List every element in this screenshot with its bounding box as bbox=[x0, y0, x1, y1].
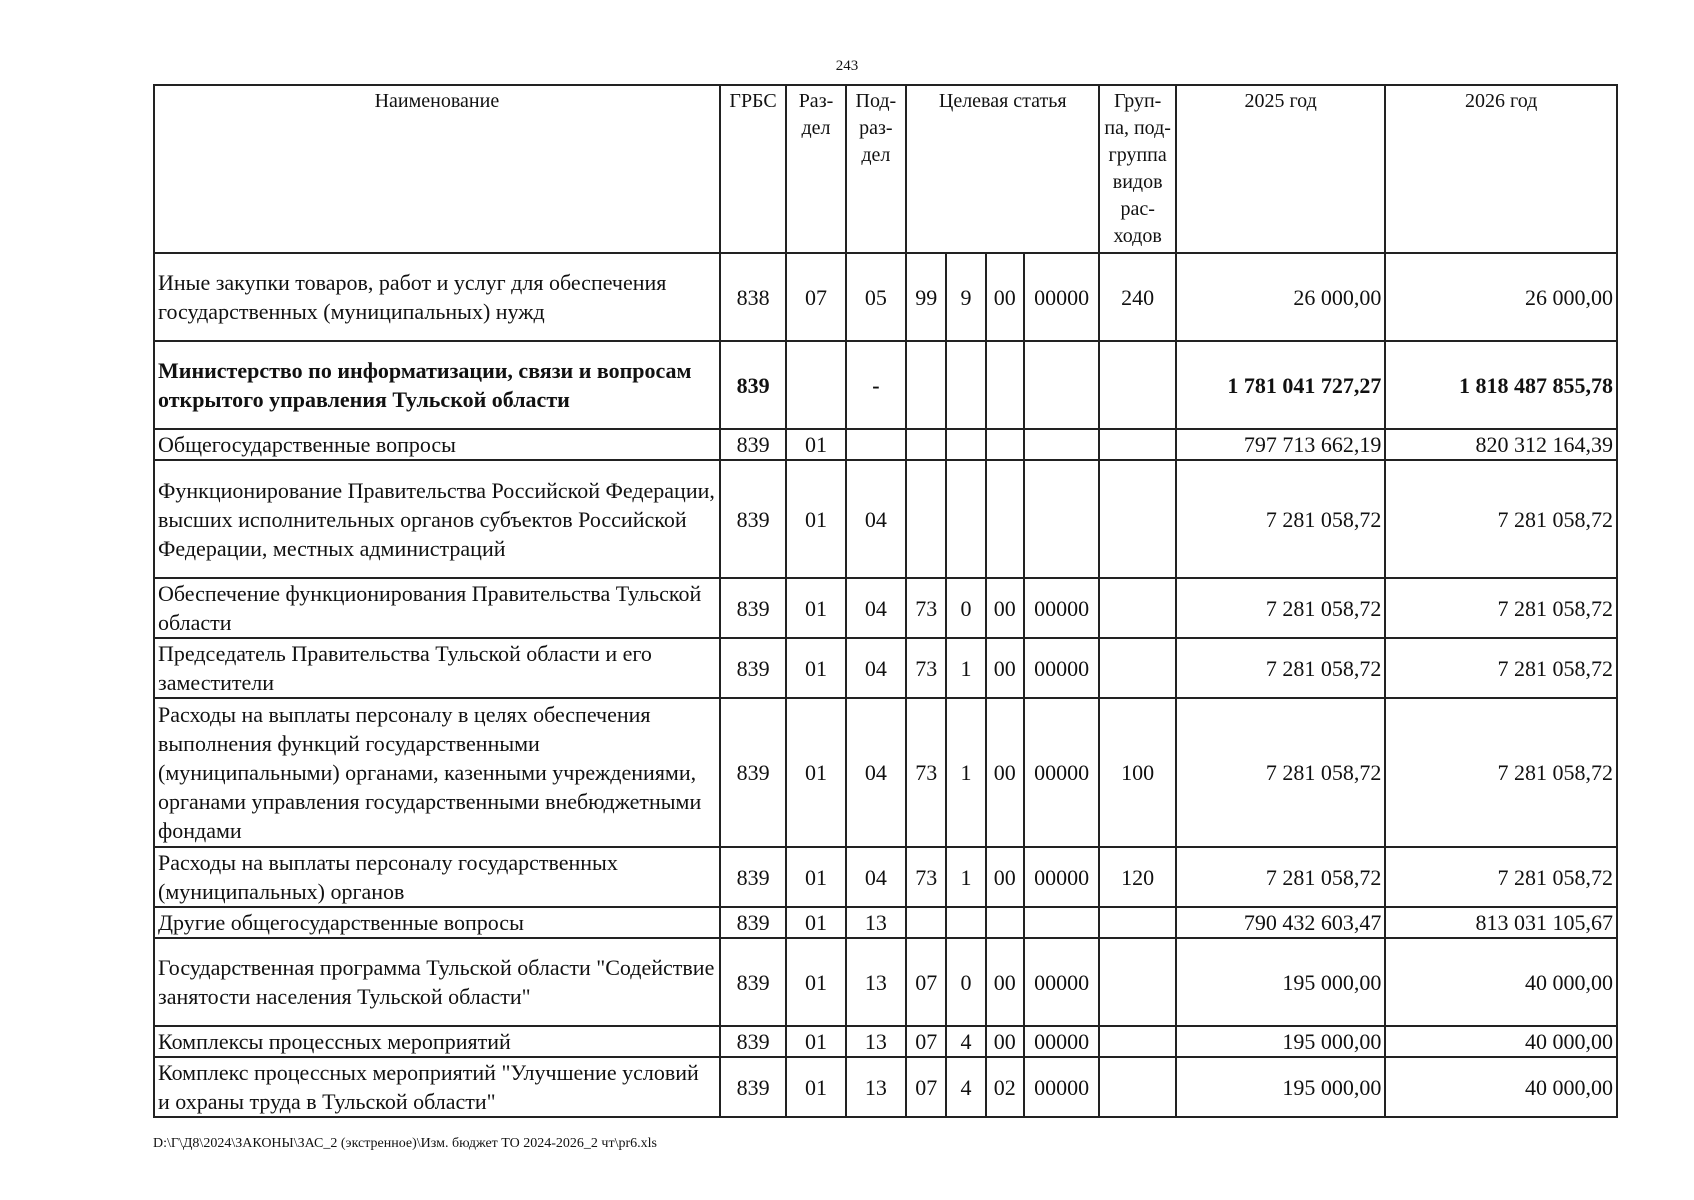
row-name: Министерство по информатизации, связи и вопросам открытого управления Тульской области bbox=[154, 341, 720, 429]
row-target-subprogram: 1 bbox=[946, 847, 985, 907]
row-razdel: 01 bbox=[786, 429, 845, 460]
row-grbs: 839 bbox=[720, 638, 786, 698]
row-amount-2026: 26 000,00 bbox=[1385, 253, 1617, 341]
row-target-direction: 00 bbox=[986, 938, 1024, 1026]
row-expense-group bbox=[1099, 938, 1176, 1026]
row-expense-group bbox=[1099, 578, 1176, 638]
row-name: Иные закупки товаров, работ и услуг для обеспечения государственных (муниципальных) нужд bbox=[154, 253, 720, 341]
row-expense-group bbox=[1099, 1026, 1176, 1057]
table-row bbox=[154, 907, 1617, 938]
row-grbs: 839 bbox=[720, 847, 786, 907]
row-target-subprogram: 4 bbox=[946, 1026, 985, 1057]
row-amount-2025: 797 713 662,19 bbox=[1176, 429, 1385, 460]
table-header-row bbox=[154, 85, 1617, 253]
row-podrazdel: 13 bbox=[846, 907, 906, 938]
row-target-program: 99 bbox=[906, 253, 946, 341]
row-amount-2025: 26 000,00 bbox=[1176, 253, 1385, 341]
row-name: Расходы на выплаты персоналу в целях обеспечения выполнения функций государственными (муниципальными) органами, казенными учреждениями, органами управления государственными внебюджетными фондами bbox=[154, 698, 720, 847]
row-podrazdel: 04 bbox=[846, 847, 906, 907]
row-amount-2025: 7 281 058,72 bbox=[1176, 698, 1385, 847]
row-amount-2026: 813 031 105,67 bbox=[1385, 907, 1617, 938]
row-grbs: 839 bbox=[720, 1057, 786, 1117]
row-podrazdel: 04 bbox=[846, 460, 906, 578]
row-target-direction: 00 bbox=[986, 253, 1024, 341]
row-target-direction bbox=[986, 429, 1024, 460]
row-amount-2026: 40 000,00 bbox=[1385, 938, 1617, 1026]
row-podrazdel: 04 bbox=[846, 578, 906, 638]
header-podrazdel: Под- раз- дел bbox=[846, 85, 906, 253]
row-target-program: 07 bbox=[906, 1057, 946, 1117]
row-razdel: 01 bbox=[786, 578, 845, 638]
row-name: Расходы на выплаты персоналу государственных (муниципальных) органов bbox=[154, 847, 720, 907]
row-target-code: 00000 bbox=[1024, 638, 1100, 698]
footer-file-path: D:\Г\Д8\2024\ЗАКОНЫ\ЗАС_2 (экстренное)\Изм. бюджет ТО 2024-2026_2 чт\pr6.xls bbox=[153, 1136, 657, 1151]
row-amount-2026: 1 818 487 855,78 bbox=[1385, 341, 1617, 429]
budget-table bbox=[153, 84, 1618, 1118]
row-razdel: 01 bbox=[786, 1057, 845, 1117]
row-target-subprogram bbox=[946, 429, 985, 460]
row-podrazdel: 04 bbox=[846, 698, 906, 847]
row-grbs: 839 bbox=[720, 578, 786, 638]
row-target-direction: 00 bbox=[986, 578, 1024, 638]
row-amount-2025: 790 432 603,47 bbox=[1176, 907, 1385, 938]
row-target-subprogram: 1 bbox=[946, 638, 985, 698]
row-target-subprogram: 9 bbox=[946, 253, 985, 341]
row-expense-group: 120 bbox=[1099, 847, 1176, 907]
row-name: Государственная программа Тульской области "Содействие занятости населения Тульской области" bbox=[154, 938, 720, 1026]
row-target-program: 73 bbox=[906, 698, 946, 847]
row-amount-2026: 7 281 058,72 bbox=[1385, 578, 1617, 638]
row-podrazdel: 13 bbox=[846, 1026, 906, 1057]
row-target-code: 00000 bbox=[1024, 578, 1100, 638]
row-target-code bbox=[1024, 907, 1100, 938]
row-target-program bbox=[906, 341, 946, 429]
row-target-direction: 00 bbox=[986, 638, 1024, 698]
row-target-program: 73 bbox=[906, 847, 946, 907]
row-target-program bbox=[906, 429, 946, 460]
table-row bbox=[154, 429, 1617, 460]
row-expense-group bbox=[1099, 1057, 1176, 1117]
row-grbs: 839 bbox=[720, 907, 786, 938]
row-target-subprogram: 0 bbox=[946, 938, 985, 1026]
row-amount-2026: 40 000,00 bbox=[1385, 1026, 1617, 1057]
row-razdel: 01 bbox=[786, 1026, 845, 1057]
row-razdel: 01 bbox=[786, 698, 845, 847]
header-year-2026: 2026 год bbox=[1385, 85, 1617, 253]
row-target-direction bbox=[986, 341, 1024, 429]
row-amount-2025: 195 000,00 bbox=[1176, 1057, 1385, 1117]
row-target-code: 00000 bbox=[1024, 1057, 1100, 1117]
row-target-subprogram: 0 bbox=[946, 578, 985, 638]
row-podrazdel: 13 bbox=[846, 938, 906, 1026]
table-row bbox=[154, 341, 1617, 429]
row-podrazdel: 13 bbox=[846, 1057, 906, 1117]
row-target-program bbox=[906, 460, 946, 578]
row-amount-2025: 195 000,00 bbox=[1176, 938, 1385, 1026]
row-target-code: 00000 bbox=[1024, 253, 1100, 341]
row-target-program: 73 bbox=[906, 638, 946, 698]
row-amount-2025: 7 281 058,72 bbox=[1176, 847, 1385, 907]
row-expense-group bbox=[1099, 638, 1176, 698]
row-target-program: 07 bbox=[906, 938, 946, 1026]
row-expense-group bbox=[1099, 341, 1176, 429]
row-target-direction: 00 bbox=[986, 1026, 1024, 1057]
row-amount-2026: 7 281 058,72 bbox=[1385, 638, 1617, 698]
row-target-subprogram bbox=[946, 907, 985, 938]
table-row bbox=[154, 847, 1617, 907]
row-razdel bbox=[786, 341, 845, 429]
row-target-program: 07 bbox=[906, 1026, 946, 1057]
row-target-subprogram bbox=[946, 460, 985, 578]
row-grbs: 839 bbox=[720, 698, 786, 847]
header-year-2025: 2025 год bbox=[1176, 85, 1385, 253]
table-row bbox=[154, 460, 1617, 578]
row-target-subprogram bbox=[946, 341, 985, 429]
table-row bbox=[154, 698, 1617, 847]
row-target-program bbox=[906, 907, 946, 938]
row-name: Другие общегосударственные вопросы bbox=[154, 907, 720, 938]
row-grbs: 839 bbox=[720, 1026, 786, 1057]
table-row bbox=[154, 1026, 1617, 1057]
row-name: Обеспечение функционирования Правительства Тульской области bbox=[154, 578, 720, 638]
header-razdel: Раз- дел bbox=[786, 85, 845, 253]
row-name: Общегосударственные вопросы bbox=[154, 429, 720, 460]
row-grbs: 839 bbox=[720, 429, 786, 460]
row-amount-2025: 195 000,00 bbox=[1176, 1026, 1385, 1057]
table-row bbox=[154, 253, 1617, 341]
row-expense-group bbox=[1099, 907, 1176, 938]
row-name: Функционирование Правительства Российской Федерации, высших исполнительных органов субъектов Российской Федерации, местных администраций bbox=[154, 460, 720, 578]
row-podrazdel: 04 bbox=[846, 638, 906, 698]
page-number: 243 bbox=[835, 58, 859, 74]
header-name: Наименование bbox=[154, 85, 720, 253]
header-grbs: ГРБС bbox=[720, 85, 786, 253]
row-target-code: 00000 bbox=[1024, 1026, 1100, 1057]
row-name: Председатель Правительства Тульской области и его заместители bbox=[154, 638, 720, 698]
row-grbs: 839 bbox=[720, 341, 786, 429]
table-row bbox=[154, 938, 1617, 1026]
row-podrazdel bbox=[846, 429, 906, 460]
row-expense-group: 240 bbox=[1099, 253, 1176, 341]
row-amount-2026: 7 281 058,72 bbox=[1385, 847, 1617, 907]
row-target-program: 73 bbox=[906, 578, 946, 638]
row-expense-group bbox=[1099, 460, 1176, 578]
row-grbs: 838 bbox=[720, 253, 786, 341]
row-target-direction bbox=[986, 460, 1024, 578]
row-grbs: 839 bbox=[720, 938, 786, 1026]
row-amount-2025: 7 281 058,72 bbox=[1176, 578, 1385, 638]
row-target-subprogram: 1 bbox=[946, 698, 985, 847]
row-amount-2025: 7 281 058,72 bbox=[1176, 638, 1385, 698]
row-podrazdel: - bbox=[846, 341, 906, 429]
row-razdel: 01 bbox=[786, 847, 845, 907]
table-row bbox=[154, 1057, 1617, 1117]
row-amount-2026: 7 281 058,72 bbox=[1385, 698, 1617, 847]
row-razdel: 01 bbox=[786, 938, 845, 1026]
row-target-direction: 00 bbox=[986, 847, 1024, 907]
row-target-direction: 02 bbox=[986, 1057, 1024, 1117]
row-expense-group: 100 bbox=[1099, 698, 1176, 847]
row-name: Комплекс процессных мероприятий "Улучшение условий и охраны труда в Тульской области" bbox=[154, 1057, 720, 1117]
row-razdel: 01 bbox=[786, 638, 845, 698]
row-amount-2026: 820 312 164,39 bbox=[1385, 429, 1617, 460]
table-row bbox=[154, 638, 1617, 698]
row-target-code bbox=[1024, 429, 1100, 460]
row-target-subprogram: 4 bbox=[946, 1057, 985, 1117]
row-target-code: 00000 bbox=[1024, 847, 1100, 907]
row-target-code: 00000 bbox=[1024, 698, 1100, 847]
header-expense-group: Груп- па, под- группа видов рас- ходов bbox=[1099, 85, 1176, 253]
row-name: Комплексы процессных мероприятий bbox=[154, 1026, 720, 1057]
row-amount-2026: 40 000,00 bbox=[1385, 1057, 1617, 1117]
row-target-code bbox=[1024, 341, 1100, 429]
row-target-code: 00000 bbox=[1024, 938, 1100, 1026]
row-razdel: 01 bbox=[786, 460, 845, 578]
table-row bbox=[154, 578, 1617, 638]
header-target-article: Целевая статья bbox=[906, 85, 1099, 253]
row-podrazdel: 05 bbox=[846, 253, 906, 341]
row-amount-2025: 7 281 058,72 bbox=[1176, 460, 1385, 578]
row-razdel: 01 bbox=[786, 907, 845, 938]
row-target-direction: 00 bbox=[986, 698, 1024, 847]
row-amount-2025: 1 781 041 727,27 bbox=[1176, 341, 1385, 429]
row-target-code bbox=[1024, 460, 1100, 578]
row-grbs: 839 bbox=[720, 460, 786, 578]
row-expense-group bbox=[1099, 429, 1176, 460]
row-target-direction bbox=[986, 907, 1024, 938]
row-amount-2026: 7 281 058,72 bbox=[1385, 460, 1617, 578]
row-razdel: 07 bbox=[786, 253, 845, 341]
